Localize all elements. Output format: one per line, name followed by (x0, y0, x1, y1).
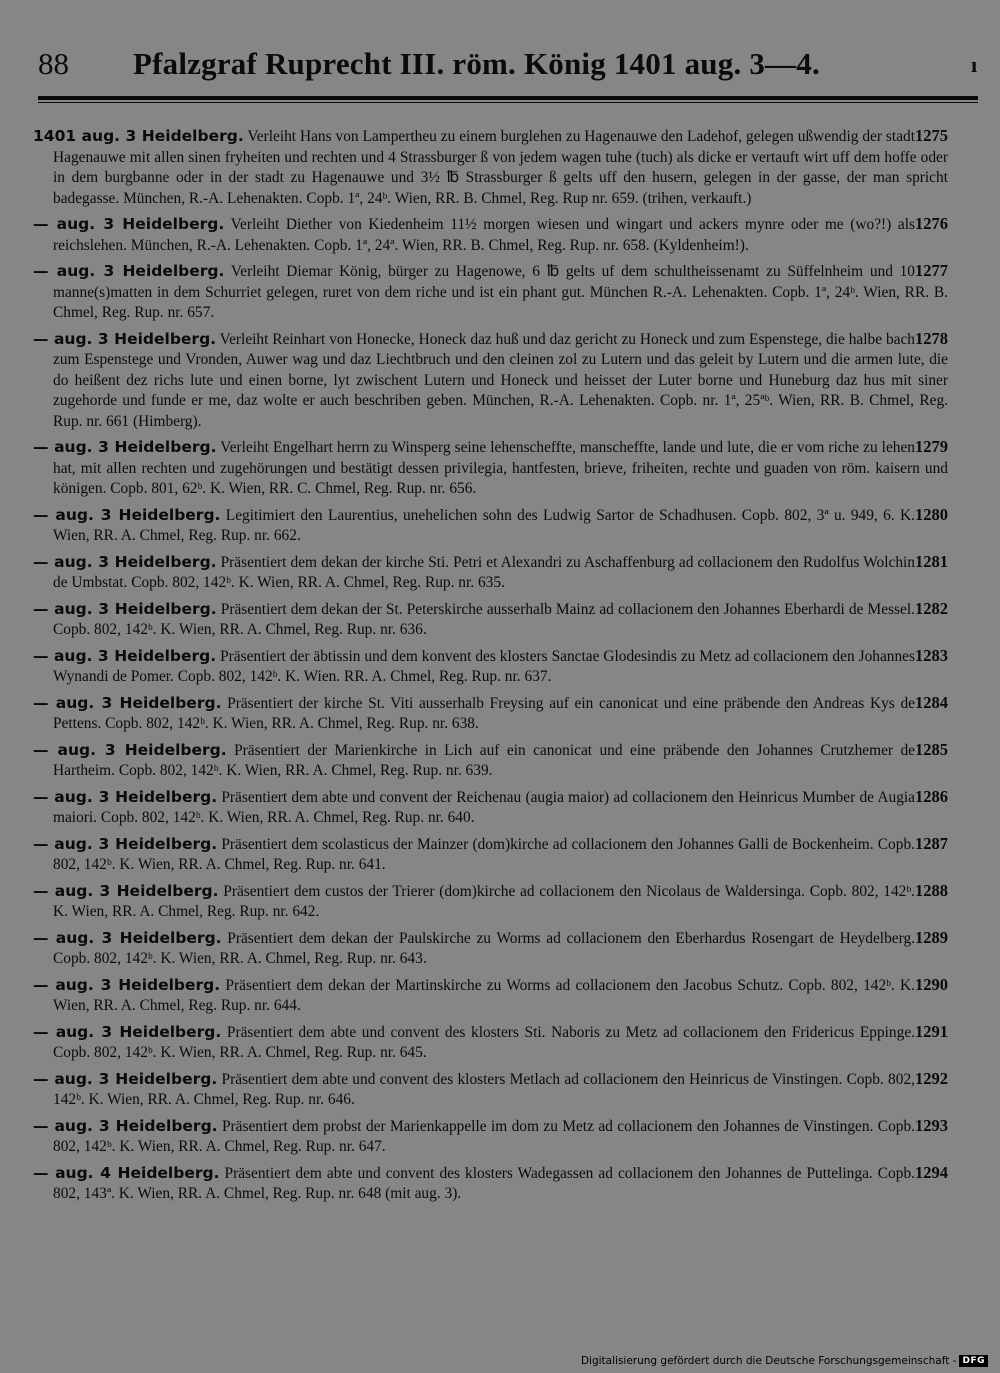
entry-number: 1293 (915, 1115, 948, 1135)
entry-number: 1277 (915, 261, 948, 280)
entry-head: — aug. 3 Heidelberg. (33, 215, 225, 233)
regest-entry (33, 646, 948, 688)
entry-head: 1401 aug. 3 Heidelberg. (33, 127, 244, 145)
entry-number: 1292 (915, 1068, 948, 1088)
running-title: Pfalzgraf Ruprecht III. röm. König 1401 aug. 3—4. (133, 46, 820, 81)
entry-head: — aug. 3 Heidelberg. (33, 693, 222, 712)
header-rule-thin (38, 102, 978, 103)
entry-text: Präsentiert dem abte und convent des klosters Wadegassen ad collacionem den Johannes de Puttelinga. Copb. 802, 143ª. K. Wien, RR. A. Chmel, Reg. Rup. nr. 648 (mit aug. 3). (53, 1164, 915, 1202)
page-header (38, 44, 978, 88)
entry-text: Präsentiert dem dekan der Paulskirche zu Worms ad collacionem den Eberhardus Rosengart de Heydelberg. Copb. 802, 142ᵇ. K. Wien, RR. A. Chmel, Reg. Rup. nr. 643. (53, 929, 915, 967)
entry-head: — aug. 3 Heidelberg. (33, 787, 218, 806)
regest-entry (33, 329, 948, 433)
entry-text: Verleiht Engelhart herrn zu Winsperg seine lehenscheffte, manscheffte, lande und lute, die er vom riche zu lehen hat, mit allen rechten und zugehörungen und bestätigt dessen privilegia, hantfesten, brieve, friheiten, rechte und guaden von röm. kaisern und königen. Copb. 801, 62ᵇ. K. Wien, RR. C. Chmel, Reg. Rup. nr. 656. (53, 439, 948, 497)
entry-head: — aug. 3 Heidelberg. (33, 740, 227, 759)
regest-entry (33, 975, 948, 1017)
regest-entry (33, 1116, 948, 1158)
entry-number: 1275 (915, 126, 948, 145)
entry-number: 1278 (915, 328, 948, 348)
entry-number: 1281 (915, 551, 948, 571)
regest-entry (33, 1069, 948, 1111)
dfg-credit (581, 1355, 988, 1367)
regest-entry (33, 1163, 948, 1205)
entry-text: Präsentiert der Marienkirche in Lich auf ein canonicat und eine präbende den Johannes Crutzhemer de Hartheim. Copb. 802, 142ᵇ. K. Wien, RR. A. Chmel, Reg. Rup. nr. 639. (53, 741, 916, 779)
regest-entry (33, 261, 948, 324)
entry-number: 1288 (915, 880, 948, 900)
regest-entry (33, 552, 948, 594)
entry-number: 1291 (915, 1021, 948, 1041)
entry-text: Präsentiert der kirche St. Viti ausserhalb Freysing auf ein canonicat und eine präbende den Andreas Kys de Pettens. Copb. 802, 142ᵇ. K. Wien, RR. A. Chmel, Reg. Rup. nr. 638. (53, 694, 915, 732)
entry-head: — aug. 3 Heidelberg. (33, 834, 218, 853)
regest-entry (33, 1022, 948, 1064)
entry-text: Präsentiert dem dekan der St. Peterskirche ausserhalb Mainz ad collacionem den Johannes Eberhardi de Messel. Copb. 802, 142ᵇ. K. Wien, RR. A. Chmel, Reg. Rup. nr. 636. (53, 600, 915, 638)
regest-entry (33, 881, 948, 923)
entry-number: 1286 (915, 786, 948, 806)
entry-text: Präsentiert dem scolasticus der Mainzer (dom)kirche ad collacionem den Johannes Galli de Bockenheim. Copb. 802, 142ᵇ. K. Wien, RR. A. Chmel, Reg. Rup. nr. 641. (53, 835, 915, 873)
entry-number: 1282 (915, 598, 948, 618)
entry-text: Präsentiert der äbtissin und dem konvent des klosters Sanctae Glodesindis zu Metz ad collacionem den Johannes Wynandi de Pomer. Copb. 802, 142ᵇ. K. Wien. RR. A. Chmel, Reg. Rup. nr. 637. (53, 647, 915, 685)
entry-text: Verleiht Diemar König, bürger zu Hagenowe, 6 ℔ gelts uf dem schultheissenamt zu Süffelnheim und 10 manne(s)matten in dem Schurriet gelegen, ruret von dem riche und ist ein phant gut. München R.-A. Lehenakten. Copb. 1ª, 24ᵇ. Wien, RR. B. Chmel, Reg. Rup. nr. 657. (53, 263, 948, 321)
entry-number: 1279 (915, 437, 948, 456)
regest-entry (33, 740, 948, 782)
entries-list (33, 126, 948, 1210)
entry-text: Präsentiert dem probst der Marienkappelle im dom zu Metz ad collacionem den Johannes de Vinstingen. Copb. 802, 142ᵇ. K. Wien, RR. A. Chmel, Reg. Rup. nr. 647. (53, 1117, 915, 1155)
entry-head: — aug. 3 Heidelberg. (33, 646, 217, 665)
regest-entry (33, 693, 948, 735)
entry-head: — aug. 3 Heidelberg. (33, 881, 219, 900)
regest-entry (33, 126, 948, 209)
regest-entry (33, 505, 948, 547)
entry-number: 1294 (915, 1162, 948, 1182)
entry-text: Legitimiert den Laurentius, unehelichen sohn des Ludwig Sartor de Schadhusen. Copb. 802, 3ª u. 949, 6. K. Wien, RR. A. Chmel, Reg. Rup. nr. 662. (53, 506, 915, 544)
entry-head: — aug. 4 Heidelberg. (33, 1163, 220, 1182)
regest-entry (33, 599, 948, 641)
entry-text: Verleiht Diether von Kiedenheim 11½ morgen wiesen und wingart und ackers mynre oder me (wo?!) als reichslehen. München, R.-A. Lehenakten. Copb. 1ª, 24ª. Wien, RR. B. Chmel, Reg. Rup. nr. 658. (Kyldenheim!). (53, 216, 915, 254)
dfg-logo: DFG (959, 1355, 988, 1367)
entry-text: Präsentiert dem dekan der kirche Sti. Petri et Alexandri zu Aschaffenburg ad collacionem den Rudolfus Wolchin de Umbstat. Copb. 802, 142ᵇ. K. Wien, RR. A. Chmel, Reg. Rup. nr. 635. (53, 553, 916, 591)
entry-text: Verleiht Hans von Lampertheu zu einem burglehen zu Hagenauwe den Ladehof, gelegen ußwendig der stadt Hagenauwe mit allen sinen fryheiten und rechten und 4 Strassburger ß von jedem wagen tuhe (tuch) als dicke er vertauft wirt uff dem hoffe oder in dem burgbanne oder in der stadt zu Hagenauwe und 3½ ℔ Strassburger ß gelts uff den husern, gelegen in der gasse, der man spricht badegasse. München, R.-A. Lehenakten. Copb. 1ª, 24ᵇ. Wien, RR. B. Chmel, Reg. Rup nr. 659. (trihen, verkauft.) (53, 128, 948, 207)
entry-number: 1276 (915, 214, 948, 233)
entry-number: 1285 (915, 739, 948, 759)
credit-text: Digitalisierung gefördert durch die Deutsche Forschungsgemeinschaft - (580, 1355, 957, 1367)
entry-head: — aug. 3 Heidelberg. (33, 599, 217, 618)
entry-text: Präsentiert dem abte und convent der Reichenau (augia maior) ad collacionem den Heinricus Mumber de Augia maiori. Copb. 802, 142ᵇ. K. Wien, RR. A. Chmel, Reg. Rup. nr. 640. (53, 788, 915, 826)
entry-text: Verleiht Reinhart von Honecke, Honeck daz huß und daz gericht zu Honeck und zum Espenstege, die halbe bach zum Espenstege und Vronden, Auwer wag und daz Liechtbruch und den cleinen zol zu Lutern und das geleit by Lutern und die armen lute, die do heißent dez richs lute und einen borne, lyt zwischent Lutern und Honeck und heisset der Luter borne und Huneburg daz hus mit siner zugehorde und funde er me, daz wolte er auch beschriben geben. München, R.-A. Lehenakten. Copb. nr. 1ª, 25ªᵇ. Wien, RR. B. Chmel, Reg. Rup. nr. 661 (Himberg). (53, 330, 948, 430)
entry-number: 1283 (915, 645, 948, 665)
entry-number: 1289 (915, 927, 948, 947)
entry-head: — aug. 3 Heidelberg. (33, 552, 217, 571)
entry-text: Präsentiert dem abte und convent des klosters Metlach ad collacionem den Heinricus de Vinstingen. Copb. 802, 142ᵇ. K. Wien, RR. A. Chmel, Reg. Rup. nr. 646. (53, 1070, 915, 1108)
entry-number: 1290 (915, 974, 948, 994)
entry-head: — aug. 3 Heidelberg. (33, 438, 217, 456)
regest-entry (33, 834, 948, 876)
edge-mark: ı (971, 52, 978, 77)
entry-head: — aug. 3 Heidelberg. (33, 262, 225, 280)
entry-text: Präsentiert dem custos der Trierer (dom)kirche ad collacionem den Nicolaus de Waldersinga. Copb. 802, 142ᵇ. K. Wien, RR. A. Chmel, Reg. Rup. nr. 642. (53, 882, 915, 920)
entry-head: — aug. 3 Heidelberg. (33, 1116, 218, 1135)
page-number: 88 (38, 46, 69, 81)
regest-entry (33, 928, 948, 970)
regest-entry (33, 437, 948, 500)
entry-number: 1287 (915, 833, 948, 853)
header-rule-thick (38, 96, 978, 100)
entry-head: — aug. 3 Heidelberg. (33, 928, 222, 947)
entry-head: — aug. 3 Heidelberg. (33, 329, 217, 348)
entry-head: — aug. 3 Heidelberg. (33, 1022, 222, 1041)
entry-text: Präsentiert dem abte und convent des klosters Sti. Naboris zu Metz ad collacionem den Fridericus Eppinge. Copb. 802, 142ᵇ. K. Wien, RR. A. Chmel, Reg. Rup. nr. 645. (53, 1023, 915, 1061)
regest-entry (33, 787, 948, 829)
entry-text: Präsentiert dem dekan der Martinskirche zu Worms ad collacionem den Jacobus Schutz. Copb. 802, 142ᵇ. K. Wien, RR. A. Chmel, Reg. Rup. nr. 644. (53, 976, 916, 1014)
entry-number: 1280 (915, 504, 948, 524)
entry-head: — aug. 3 Heidelberg. (33, 975, 221, 994)
entry-head: — aug. 3 Heidelberg. (33, 1069, 218, 1088)
entry-head: — aug. 3 Heidelberg. (33, 505, 221, 524)
regest-entry (33, 214, 948, 256)
entry-number: 1284 (915, 692, 948, 712)
